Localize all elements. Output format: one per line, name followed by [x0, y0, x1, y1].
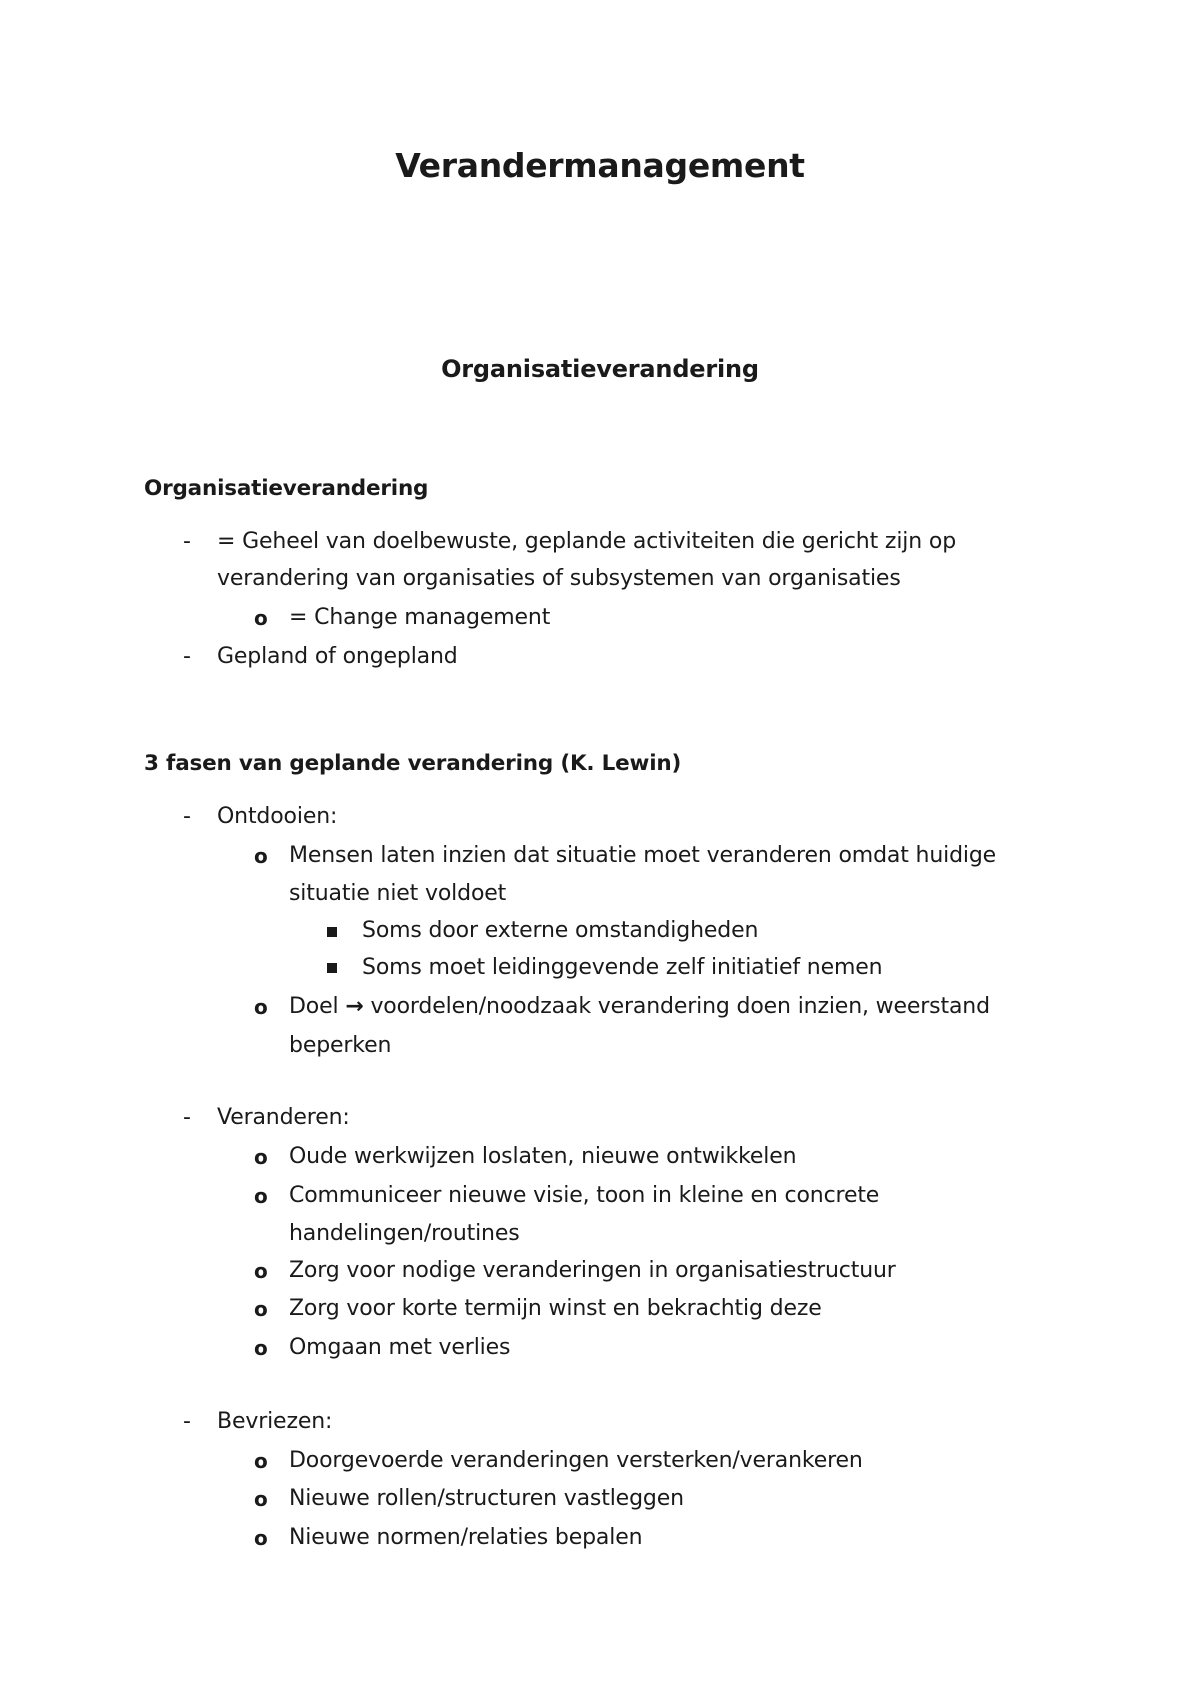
- dash-bullet: -: [183, 1105, 191, 1130]
- block2-heading: 3 fasen van geplande verandering (K. Lewin): [144, 751, 682, 776]
- block1-item2: Gepland of ongepland: [217, 644, 458, 669]
- phase2-sub2-line1: Communiceer nieuwe visie, toon in kleine en concrete: [289, 1183, 880, 1208]
- document-title: Verandermanagement: [395, 146, 805, 185]
- phase1-sub1-point1: Soms door externe omstandigheden: [362, 918, 759, 943]
- circle-bullet: o: [254, 995, 268, 1019]
- block1-heading: Organisatieverandering: [144, 476, 429, 501]
- circle-bullet: o: [254, 1259, 268, 1283]
- circle-bullet: o: [254, 1336, 268, 1360]
- phase3-sub3: Nieuwe normen/relaties bepalen: [289, 1525, 643, 1550]
- square-bullet-icon: [327, 927, 337, 937]
- dash-bullet: -: [183, 1409, 191, 1434]
- block1-item1-sub1: = Change management: [289, 605, 551, 630]
- phase1-sub1-line1: Mensen laten inzien dat situatie moet veranderen omdat huidige: [289, 843, 997, 868]
- phase2-sub4: Zorg voor korte termijn winst en bekrachtig deze: [289, 1296, 822, 1321]
- dash-bullet: -: [183, 529, 191, 554]
- phase1-sub2-prefix: Doel: [289, 994, 339, 1019]
- circle-bullet: o: [254, 1184, 268, 1208]
- phase2-sub3: Zorg voor nodige veranderingen in organisatiestructuur: [289, 1258, 896, 1283]
- phase1-sub2-text: voordelen/noodzaak verandering doen inzien, weerstand: [370, 994, 990, 1019]
- phase2-label: Veranderen:: [217, 1105, 350, 1130]
- block1-item1-line2: verandering van organisaties of subsystemen van organisaties: [217, 566, 901, 591]
- phase1-sub2-line2: beperken: [289, 1033, 392, 1058]
- phase3-label: Bevriezen:: [217, 1409, 333, 1434]
- square-bullet-icon: [327, 963, 337, 973]
- circle-bullet: o: [254, 1487, 268, 1511]
- circle-bullet: o: [254, 1449, 268, 1473]
- circle-bullet: o: [254, 1297, 268, 1321]
- phase3-sub1: Doorgevoerde veranderingen versterken/verankeren: [289, 1448, 863, 1473]
- phase2-sub2-line2: handelingen/routines: [289, 1221, 520, 1246]
- right-arrow-icon: →: [345, 994, 364, 1019]
- phase1-sub1-point2: Soms moet leidinggevende zelf initiatief nemen: [362, 955, 883, 980]
- circle-bullet: o: [254, 1526, 268, 1550]
- phase1-sub1-line2: situatie niet voldoet: [289, 881, 507, 906]
- phase2-sub1: Oude werkwijzen loslaten, nieuwe ontwikkelen: [289, 1144, 797, 1169]
- phase1-label: Ontdooien:: [217, 804, 338, 829]
- circle-bullet: o: [254, 606, 268, 630]
- circle-bullet: o: [254, 1145, 268, 1169]
- phase2-sub5: Omgaan met verlies: [289, 1335, 511, 1360]
- phase3-sub2: Nieuwe rollen/structuren vastleggen: [289, 1486, 684, 1511]
- phase1-sub2-line1: [289, 992, 990, 1022]
- circle-bullet: o: [254, 844, 268, 868]
- section-title: Organisatieverandering: [441, 355, 759, 383]
- dash-bullet: -: [183, 804, 191, 829]
- block1-item1-line1: = Geheel van doelbewuste, geplande activiteiten die gericht zijn op: [217, 529, 957, 554]
- dash-bullet: -: [183, 644, 191, 669]
